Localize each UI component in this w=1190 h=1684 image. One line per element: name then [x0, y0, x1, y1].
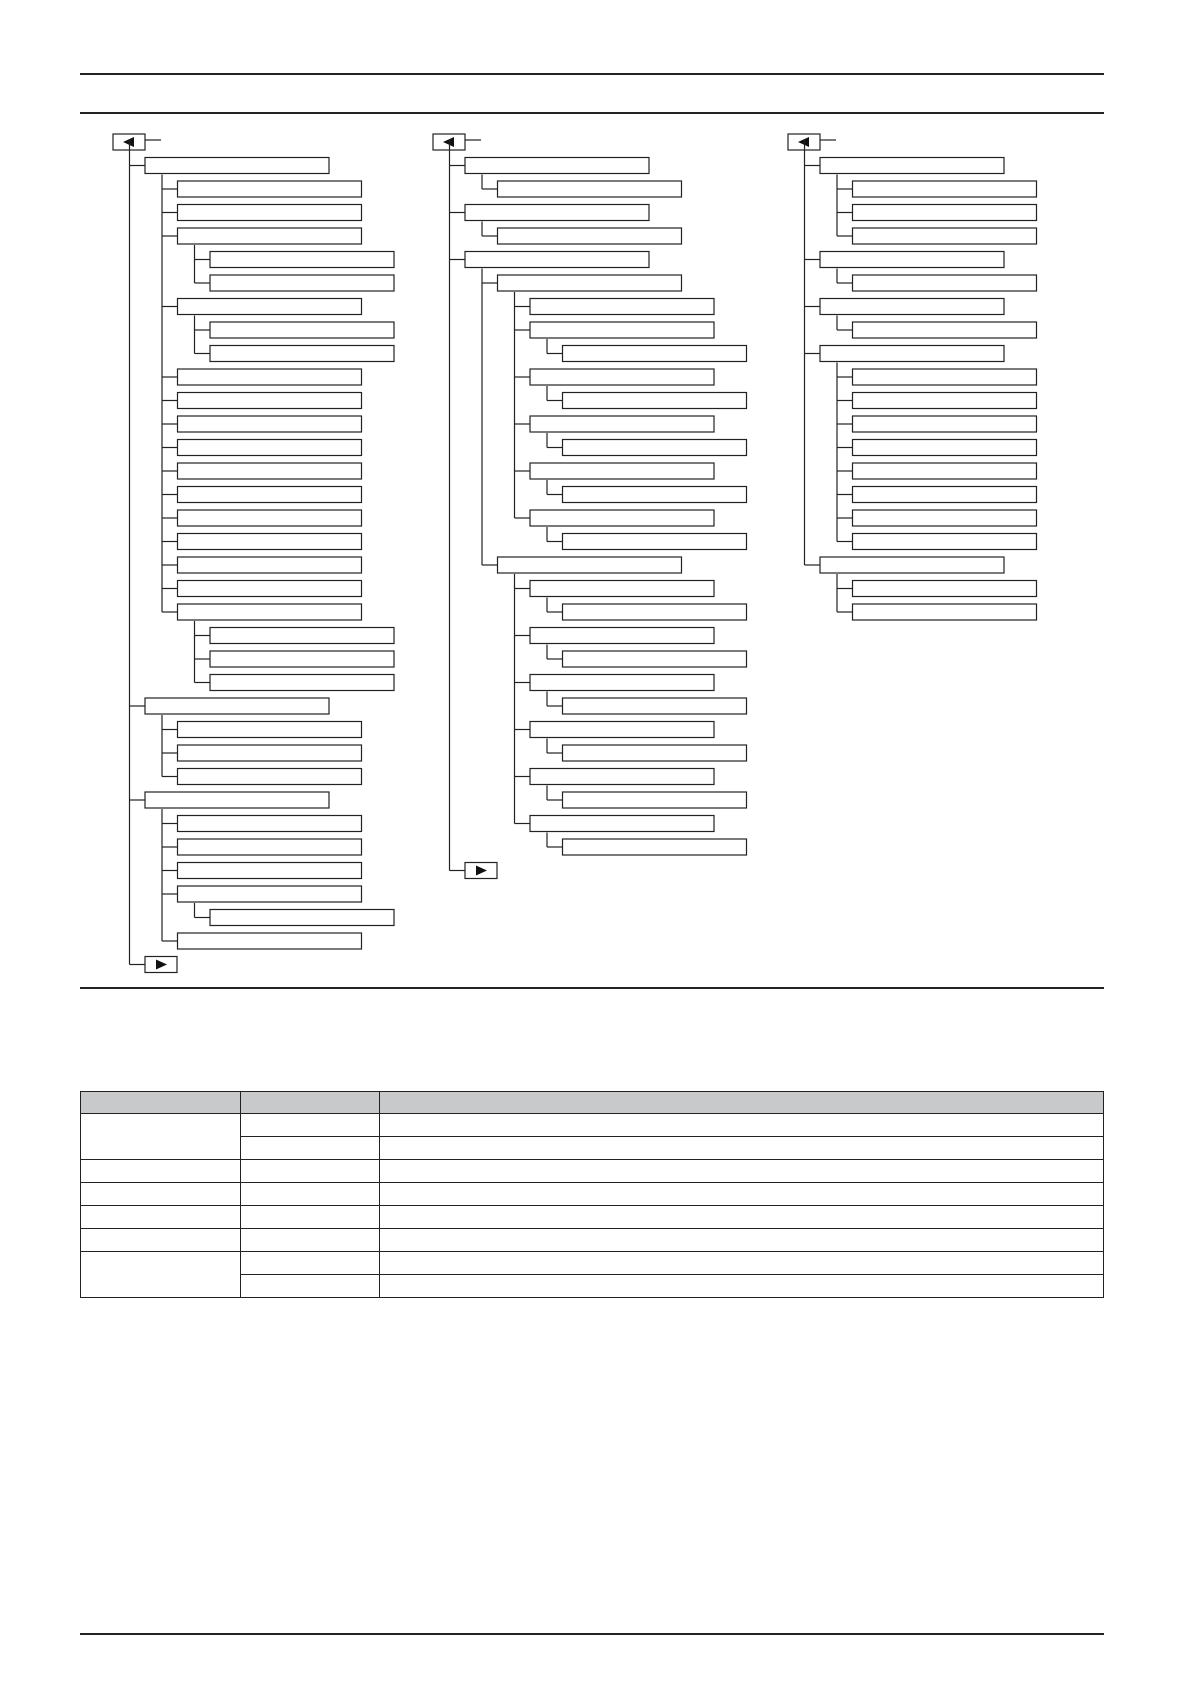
menu-item-box[interactable] — [498, 181, 682, 197]
table-cell — [241, 1137, 380, 1160]
menu-item-box[interactable] — [178, 369, 362, 385]
table-group-cell — [81, 1206, 241, 1229]
menu-item-box[interactable] — [178, 416, 362, 432]
table-header-cell — [380, 1092, 1104, 1114]
table-row — [81, 1114, 1104, 1137]
menu-item-box[interactable] — [178, 769, 362, 785]
menu-item-box[interactable] — [178, 863, 362, 879]
parameter-table — [80, 1091, 1104, 1298]
menu-item-box[interactable] — [820, 252, 1004, 268]
menu-item-box[interactable] — [210, 322, 394, 338]
table-cell — [380, 1160, 1104, 1183]
menu-item-box[interactable] — [145, 792, 329, 808]
menu-item-box[interactable] — [498, 228, 682, 244]
menu-item-box[interactable] — [853, 534, 1037, 550]
menu-item-box[interactable] — [178, 463, 362, 479]
menu-item-box[interactable] — [178, 393, 362, 409]
menu-item-box[interactable] — [210, 275, 394, 291]
menu-item-box[interactable] — [563, 745, 747, 761]
menu-item-box[interactable] — [178, 933, 362, 949]
menu-item-box[interactable] — [530, 510, 714, 526]
menu-item-box[interactable] — [178, 534, 362, 550]
table-cell — [380, 1206, 1104, 1229]
menu-item-box[interactable] — [178, 181, 362, 197]
menu-item-box[interactable] — [178, 745, 362, 761]
menu-item-box[interactable] — [563, 534, 747, 550]
menu-item-box[interactable] — [853, 369, 1037, 385]
menu-item-box[interactable] — [178, 440, 362, 456]
table-row — [81, 1252, 1104, 1275]
table-cell — [380, 1229, 1104, 1252]
menu-item-box[interactable] — [530, 416, 714, 432]
menu-item-box[interactable] — [178, 228, 362, 244]
menu-item-box[interactable] — [465, 158, 649, 174]
menu-item-box[interactable] — [853, 228, 1037, 244]
menu-item-box[interactable] — [530, 581, 714, 597]
menu-item-box[interactable] — [465, 252, 649, 268]
table-cell — [241, 1160, 380, 1183]
menu-item-box[interactable] — [178, 722, 362, 738]
menu-item-box[interactable] — [563, 604, 747, 620]
menu-item-box[interactable] — [853, 463, 1037, 479]
menu-item-box[interactable] — [178, 604, 362, 620]
table-row — [81, 1229, 1104, 1252]
table-group-cell — [81, 1229, 241, 1252]
menu-item-box[interactable] — [178, 839, 362, 855]
table-row — [81, 1183, 1104, 1206]
menu-item-box[interactable] — [210, 651, 394, 667]
table-cell — [380, 1183, 1104, 1206]
menu-item-box[interactable] — [853, 440, 1037, 456]
menu-item-box[interactable] — [178, 299, 362, 315]
menu-item-box[interactable] — [853, 393, 1037, 409]
menu-item-box[interactable] — [210, 252, 394, 268]
menu-item-box[interactable] — [530, 816, 714, 832]
menu-item-box[interactable] — [530, 369, 714, 385]
menu-item-box[interactable] — [178, 816, 362, 832]
menu-item-box[interactable] — [178, 205, 362, 221]
table-header-row — [81, 1092, 1104, 1114]
table-group-cell — [81, 1114, 241, 1160]
menu-item-box[interactable] — [178, 557, 362, 573]
table-group-cell — [81, 1160, 241, 1183]
table-row — [81, 1160, 1104, 1183]
menu-item-box[interactable] — [563, 839, 747, 855]
menu-item-box[interactable] — [530, 628, 714, 644]
menu-item-box[interactable] — [530, 299, 714, 315]
menu-item-box[interactable] — [853, 181, 1037, 197]
menu-item-box[interactable] — [530, 322, 714, 338]
menu-item-box[interactable] — [178, 886, 362, 902]
menu-item-box[interactable] — [563, 487, 747, 503]
table-group-cell — [81, 1183, 241, 1206]
table-group-cell — [81, 1252, 241, 1298]
section-divider — [80, 987, 1104, 989]
menu-item-box[interactable] — [210, 675, 394, 691]
table-cell — [241, 1275, 380, 1298]
menu-item-box[interactable] — [530, 463, 714, 479]
table-header-cell — [241, 1092, 380, 1114]
menu-item-box[interactable] — [530, 769, 714, 785]
menu-item-box[interactable] — [853, 510, 1037, 526]
table-cell — [241, 1229, 380, 1252]
menu-item-box[interactable] — [563, 651, 747, 667]
menu-item-box[interactable] — [530, 675, 714, 691]
menu-item-box[interactable] — [530, 722, 714, 738]
menu-item-box[interactable] — [178, 510, 362, 526]
menu-item-box[interactable] — [853, 275, 1037, 291]
menu-item-box[interactable] — [820, 299, 1004, 315]
menu-item-box[interactable] — [563, 393, 747, 409]
table-cell — [380, 1114, 1104, 1137]
menu-item-box[interactable] — [853, 487, 1037, 503]
menu-item-box[interactable] — [853, 205, 1037, 221]
menu-item-box[interactable] — [853, 416, 1037, 432]
menu-item-box[interactable] — [820, 557, 1004, 573]
table-cell — [380, 1275, 1104, 1298]
menu-item-box[interactable] — [210, 346, 394, 362]
footer-rule — [80, 1633, 1104, 1635]
menu-item-box[interactable] — [210, 628, 394, 644]
menu-item-box[interactable] — [563, 440, 747, 456]
menu-item-box[interactable] — [145, 698, 329, 714]
table-cell — [380, 1252, 1104, 1275]
menu-item-box[interactable] — [820, 158, 1004, 174]
table-cell — [241, 1114, 380, 1137]
table-header-cell — [81, 1092, 241, 1114]
menu-item-box[interactable] — [853, 322, 1037, 338]
table-row — [81, 1206, 1104, 1229]
table-cell — [380, 1137, 1104, 1160]
table-cell — [241, 1183, 380, 1206]
menu-item-box[interactable] — [563, 698, 747, 714]
menu-item-box[interactable] — [498, 275, 682, 291]
menu-item-box[interactable] — [145, 158, 329, 174]
menu-item-box[interactable] — [178, 581, 362, 597]
menu-item-box[interactable] — [210, 910, 394, 926]
menu-item-box[interactable] — [853, 581, 1037, 597]
table-cell — [241, 1206, 380, 1229]
menu-item-box[interactable] — [563, 792, 747, 808]
menu-item-box[interactable] — [465, 205, 649, 221]
menu-item-box[interactable] — [563, 346, 747, 362]
menu-item-box[interactable] — [498, 557, 682, 573]
menu-item-box[interactable] — [820, 346, 1004, 362]
menu-item-box[interactable] — [853, 604, 1037, 620]
table-cell — [241, 1252, 380, 1275]
menu-item-box[interactable] — [178, 487, 362, 503]
